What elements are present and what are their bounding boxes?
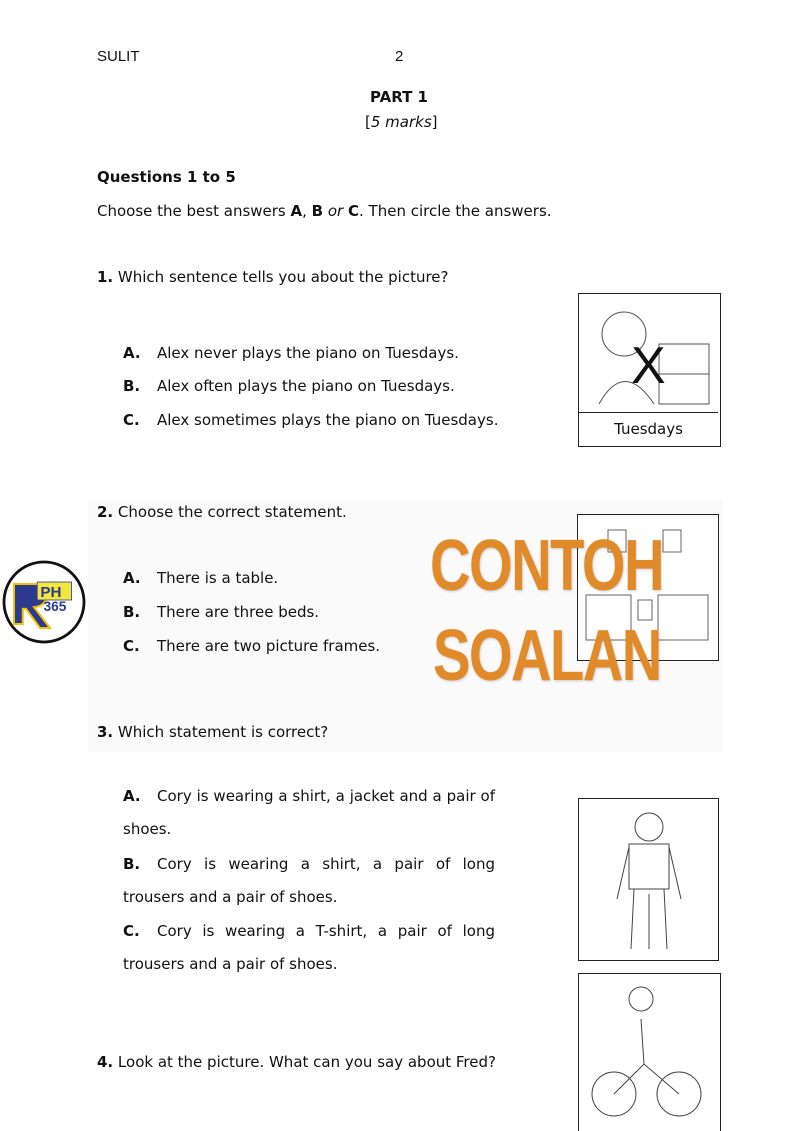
- q2-option-c[interactable]: C. There are two picture frames.: [123, 637, 381, 655]
- picture-caption: Tuesdays: [579, 412, 718, 445]
- q2-option-b[interactable]: B. There are three beds.: [123, 603, 320, 621]
- question-2: 2. Choose the correct statement.: [97, 503, 347, 521]
- q3-option-b[interactable]: B. Cory is wearing a shirt, a pair of long trousers and a pair of shoes.: [123, 855, 495, 906]
- piano-picture: [578, 293, 721, 447]
- header-sulit: SULIT: [97, 48, 140, 65]
- boy-standing-illustration: [579, 799, 718, 960]
- question-4: 4. Look at the picture. What can you say about Fred?: [97, 1053, 496, 1071]
- instruction: Choose the best answers A, B or C. Then circle the answers.: [97, 202, 552, 220]
- logo-365: 365: [43, 599, 67, 615]
- question-1: 1. Which sentence tells you about the picture?: [97, 268, 449, 286]
- logo-ph: PH: [40, 584, 62, 602]
- rph365-logo: [2, 560, 86, 644]
- q1-option-a[interactable]: A. Alex never plays the piano on Tuesdays.: [123, 344, 459, 362]
- cory-picture: [578, 798, 719, 961]
- page-number: 2: [395, 48, 404, 65]
- q1-option-b[interactable]: B. Alex often plays the piano on Tuesdays.: [123, 377, 455, 395]
- boy-bicycle-illustration: [579, 974, 720, 1131]
- q2-option-a[interactable]: A. There is a table.: [123, 569, 279, 587]
- fred-picture: [578, 973, 721, 1131]
- q3-option-a[interactable]: A. Cory is wearing a shirt, a jacket and a pair of shoes.: [123, 787, 495, 838]
- question-3: 3. Which statement is correct?: [97, 723, 329, 741]
- section-title: Questions 1 to 5: [97, 168, 236, 186]
- q1-option-c[interactable]: C. Alex sometimes plays the piano on Tuesdays.: [123, 411, 499, 429]
- q3-option-c[interactable]: C. Cory is wearing a T-shirt, a pair of long trousers and a pair of shoes.: [123, 922, 495, 973]
- part-title: PART 1: [370, 88, 428, 106]
- x-mark: X: [631, 337, 666, 395]
- watermark-contoh: CONTOH: [430, 526, 663, 606]
- watermark-soalan: SOALAN: [433, 616, 661, 696]
- part-marks: [5 marks]: [365, 113, 438, 131]
